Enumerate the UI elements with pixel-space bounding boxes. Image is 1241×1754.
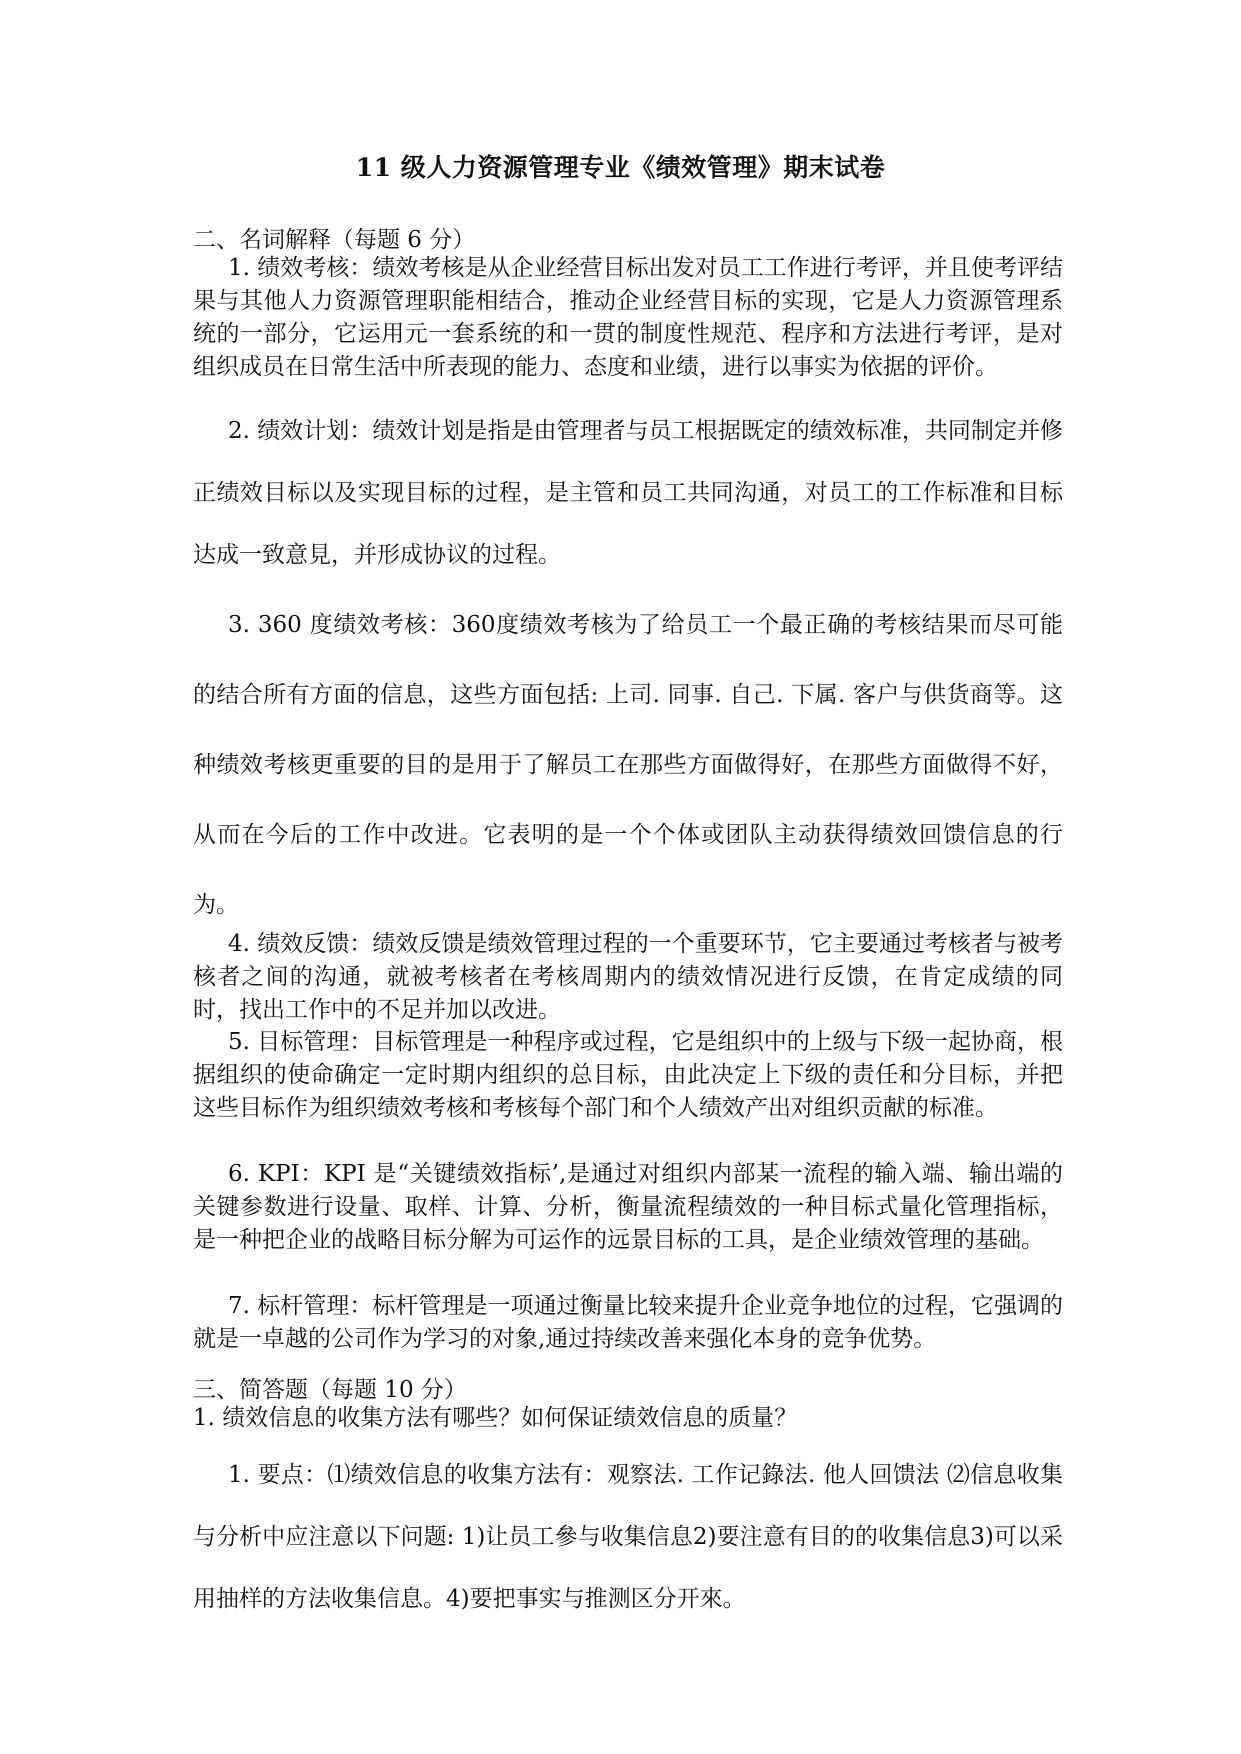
- page-title: 11 级人力资源管理专业《绩效管理》期末试卷: [355, 153, 886, 182]
- question-text: 1. 绩效信息的收集方法有哪些？如何保证绩效信息的质量？: [193, 1405, 798, 1431]
- section-heading-short-answer: 三、简答题（每题 10 分）: [193, 1377, 467, 1403]
- term-item-performance-appraisal: 1. 绩效考核：绩效考核是从企业经营目标出发对员工工作进行考评，并且使考评结果与其他人力资源管理职能相结合，推动企业经营目标的实现，它是人力资源管理系统的一部分，它运用元一套系统的和一贯的制度性规范、程序和方法进行考评，是对组织成员在日常生活中所表现的能力、态度和业绩，进行以事实为依据的评价。: [193, 255, 1063, 380]
- term-item-kpi: 6. KPI：KPI 是“关键绩效指标’,是通过对组织内部某一流程的输入端、输出端的关键参数进行设量、取样、计算、分析，衡量流程绩效的一种目标式量化管理指标，是一种把企业的战略目标分解为可运作的远景目标的工具，是企业绩效管理的基础。: [193, 1161, 1063, 1253]
- answer-text: 1. 要点：⑴绩效信息的收集方法有：观察法. 工作记錄法. 他人回馈法 ⑵信息收集与分析中应注意以下问题: 1)让员工參与收集信息2)要注意有目的的收集信息3)可以采用抽样的方法收集信息。4)要把事实与推测区分开來。: [193, 1462, 1063, 1612]
- term-item-performance-plan: 2. 绩效计划：绩效计划是指是由管理者与员工根据既定的绩效标准，共同制定并修正绩效目标以及实现目标的过程，是主管和员工共同沟通，对员工的工作标准和目标达成一致意見，并形成协议的过程。: [193, 418, 1063, 568]
- term-item-mbo: 5. 目标管理：目标管理是一种程序或过程，它是组织中的上级与下级一起协商，根据组织的使命确定一定时期内组织的总目标，由此决定上下级的责任和分目标，并把这些目标作为组织绩效考核和考核每个部门和个人绩效产出对组织贡献的标准。: [193, 1029, 1063, 1121]
- term-item-benchmarking: 7. 标杆管理：标杆管理是一项通过衡量比较来提升企业竞争地位的过程，它强调的就是一卓越的公司作为学习的对象,通过持续改善来强化本身的竞争优势。: [193, 1293, 1063, 1352]
- section-heading-terms: 二、名词解释（每题 6 分）: [193, 227, 476, 253]
- term-item-360-appraisal: 3. 360 度绩效考核：360度绩效考核为了给员工一个最正确的考核结果而尽可能的结合所有方面的信息，这些方面包括: 上司. 同事. 自己. 下属. 客户与供货商等。这种绩效考核更重要的目的是用于了解员工在那些方面做得好，在那些方面做得不好，从而在今后的工作中改进。它表明的是一个个体或团队主动获得绩效回馈信息的行为。: [193, 612, 1063, 918]
- term-item-performance-feedback: 4. 绩效反馈：绩效反馈是绩效管理过程的一个重要环节，它主要通过考核者与被考核者之间的沟通，就被考核者在考核周期内的绩效情况进行反馈，在肯定成绩的同时，找出工作中的不足并加以改进。: [193, 931, 1063, 1023]
